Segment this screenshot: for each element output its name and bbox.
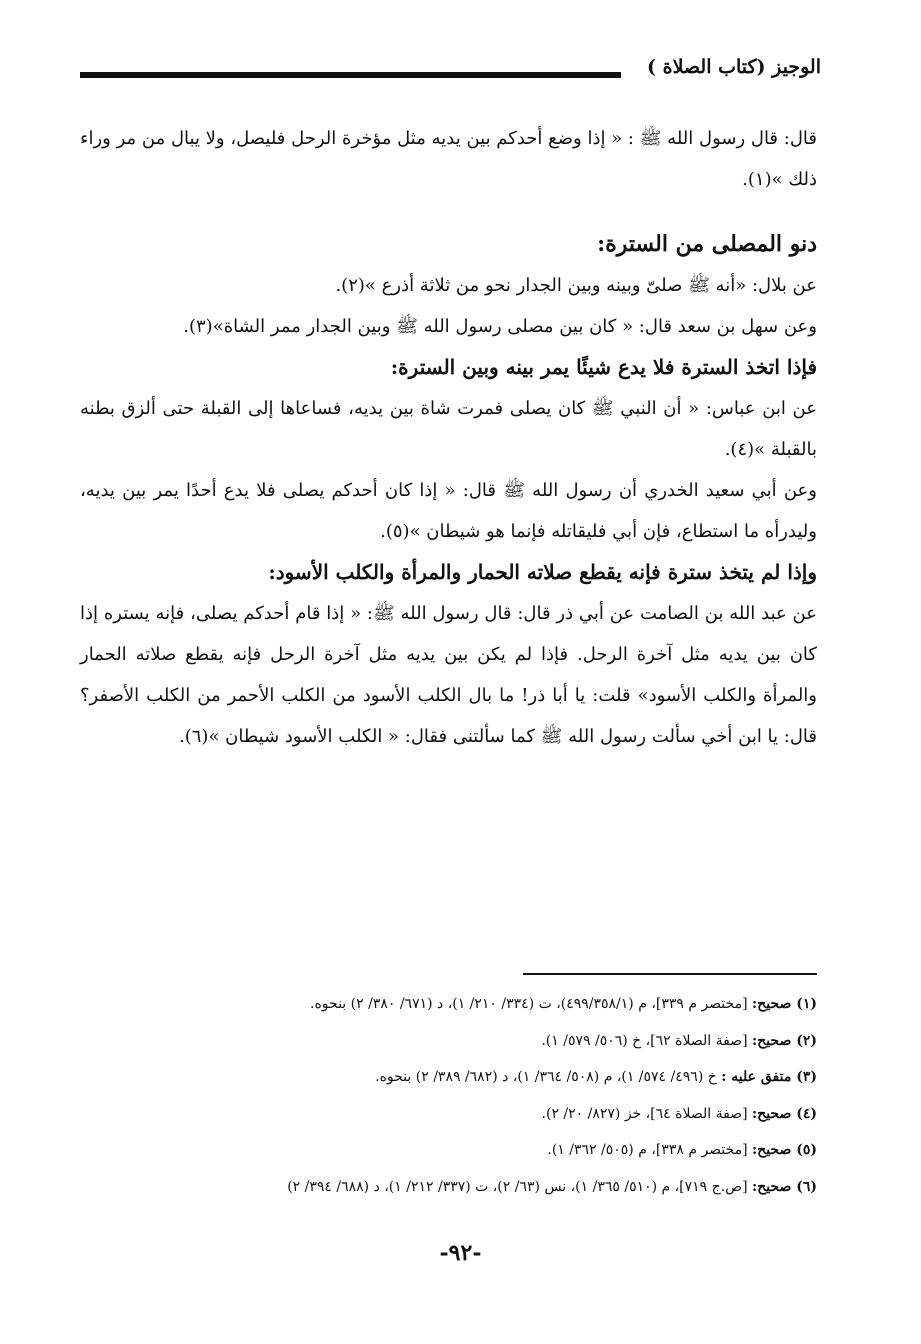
footnote-text: [ص.ج ٧١٩]، م (٥١٠/ ٣٦٥/ ١)، نس (٦٣/ ٢)، ت (٣٣٧/ ٢١٢/ ١)، د (٦٨٨/ ٣٩٤/ ٢)	[287, 1178, 748, 1195]
section-heading-1: دنو المصلى من السترة:	[597, 231, 817, 257]
footnote-separator	[523, 973, 817, 975]
footnote-1	[80, 986, 817, 1023]
header-rule	[80, 72, 621, 78]
footnote-text: [صفة الصلاة ٦٢]، خ (٥٠٦/ ٥٧٩/ ١).	[541, 1032, 748, 1049]
footnote-label: (٥) صحيح:	[751, 1142, 817, 1158]
main-text	[80, 118, 817, 757]
footnote-5	[80, 1132, 817, 1169]
footnote-label: (٦) صحيح:	[751, 1178, 817, 1195]
footnote-6	[80, 1169, 817, 1206]
footnotes	[80, 986, 817, 1205]
footnote-text: [صفة الصلاة ٦٤]، خز (٨٢٧/ ٢٠/ ٢).	[541, 1105, 748, 1122]
footnote-4	[80, 1096, 817, 1133]
footnote-label: (٤) صحيح:	[751, 1105, 817, 1122]
section-heading-3: وإذا لم يتخذ سترة فإنه يقطع صلاته الحمار والمرأة والكلب الأسود:	[268, 560, 817, 584]
footnote-label: (٢) صحيح:	[751, 1032, 817, 1049]
footnote-text: خ (٤٩٦/ ٥٧٤/ ١)، م (٥٠٨/ ٣٦٤/ ١)، د (٦٨٢/ ٣٨٩/ ٢) بنحوه.	[375, 1069, 717, 1085]
page-number: -٩٢-	[439, 1240, 482, 1266]
footnote-2	[80, 1023, 817, 1060]
running-title: الوجيز (كتاب الصلاة )	[647, 56, 821, 78]
footnote-label: (٣) متفق عليه :	[721, 1069, 817, 1085]
paragraph-5: وعن أبي سعيد الخدري أن رسول الله ﷺ قال: « إذا كان أحدكم يصلى فلا يدع أحدًا يمر بين يديه، وليدرأه ما استطاع، فإن أبي فليقاتله فإنما هو شيطان »(٥).	[80, 480, 817, 542]
footnote-text: [مختصر م ٣٣٨]، م (٥٠٥/ ٣٦٢/ ١).	[547, 1142, 748, 1158]
footnote-text: [مختصر م ٣٣٩]، م (٤٩٩/٣٥٨/١)، ت (٣٣٤/ ٢١٠/ ١)، د (٦٧١/ ٣٨٠/ ٢) بنحوه.	[310, 996, 748, 1012]
paragraph-1: قال: قال رسول الله ﷺ : « إذا وضع أحدكم بين يديه مثل مؤخرة الرحل فليصل، ولا يبال من مر وراء ذلك »(١).	[80, 128, 817, 190]
paragraph-6: عن عبد الله بن الصامت عن أبي ذر قال: قال رسول الله ﷺ: « إذا قام أحدكم يصلى، فإنه يستره إذا كان بين يديه مثل آخرة الرحل. فإذا لم يكن بين يديه مثل آخرة الرحل فإنه يقطع صلاته الحمار والمرأة والكلب الأسود» قلت: يا أبا ذر! ما بال الكلب الأسود من الكلب الأحمر من الكلب الأصفر؟ قال: يا ابن أخي سألت رسول الله ﷺ كما سألتنى فقال: « الكلب الأسود شيطان »(٦).	[80, 603, 817, 747]
paragraph-4: عن ابن عباس: « أن النبي ﷺ كان يصلى فمرت شاة بين يديه، فساعاها إلى القبلة حتى ألزق بطنه بالقبلة »(٤).	[80, 398, 817, 460]
page-header	[80, 48, 821, 88]
footnote-label: (١) صحيح:	[751, 996, 817, 1012]
section-heading-2: فإذا اتخذ السترة فلا يدع شيئًا يمر بينه وبين السترة:	[390, 355, 817, 379]
paragraph-2: عن بلال: «أنه ﷺ صلىّ وبينه وبين الجدار نحو من ثلاثة أذرع »(٢).	[335, 275, 817, 296]
paragraph-3: وعن سهل بن سعد قال: « كان بين مصلى رسول الله ﷺ وبين الجدار ممر الشاة»(٣).	[183, 316, 817, 337]
footnote-3	[80, 1059, 817, 1096]
